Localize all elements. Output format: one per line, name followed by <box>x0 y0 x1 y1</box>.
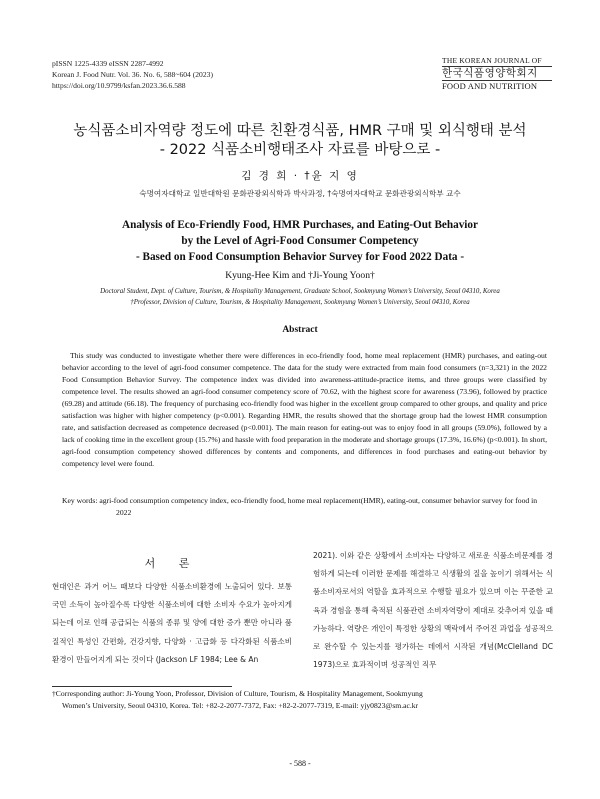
journal-name-ko: 한국식품영양학회지 <box>442 67 538 79</box>
footnote-line1: †Corresponding author: Ji-Young Yoon, Professor, Division of Culture, Tourism, & Hospitality Management, Sookmyung <box>52 689 423 698</box>
authors-english: Kyung-Hee Kim and †Ji-Young Yoon† <box>225 270 375 281</box>
doi-link[interactable]: https://doi.org/10.9799/ksfan.2023.36.6.588 <box>52 81 186 90</box>
section-heading-introduction: 서 론 <box>144 557 200 570</box>
title-korean <box>0 122 600 160</box>
footnote-line2: Women’s University, Seoul 04310, Korea. Tel: +82-2-2077-7372, Fax: +82-2-2077-7319, E-mail: yjy0823@sm.ac.kr <box>62 701 419 710</box>
issn-line: pISSN 1225-4339 eISSN 2287-4992 <box>52 59 164 68</box>
article-meta <box>52 58 213 91</box>
authors-korean: 김 경 희 · †윤 지 영 <box>241 170 359 182</box>
abstract-heading: Abstract <box>282 325 318 335</box>
body-column-left: 현대인은 과거 어느 때보다 다양한 식품소비환경에 노출되어 있다. 보통 국민 소득이 높아질수록 다양한 식품소비에 대한 소비자 수요가 높아지게 되는데 이로 인해 공급되는 식품의 종류 및 양에 대한 증가 뿐만 아니라 품질적인 특성인 간편화, 건강지향, 다양화 · 고급화 등 다각화된 식품소비 환경이 만들어지게 되는 것이다 (Jackson LF 1984; Lee & An <box>52 582 292 664</box>
title-english-line3: - Based on Food Consumption Behavior Survey for Food 2022 Data - <box>135 250 465 263</box>
title-english-line2: by the Level of Agri-Food Consumer Competency <box>181 234 419 247</box>
affiliation-english-line1: Doctoral Student, Dept. of Culture, Tourism, & Hospitality Management, Graduate School, Sookmyung Women’s University, Seoul 04310, Korea <box>100 288 500 295</box>
page-number: - 588 - <box>289 759 311 768</box>
citation-line: Korean J. Food Nutr. Vol. 36. No. 6, 588~604 (2023) <box>52 70 213 79</box>
affiliation-english <box>0 286 600 308</box>
keywords: Key words: agri-food consumption competency index, eco-friendly food, home meal replacement(HMR), eating-out, consumer behavior survey for food in 2022 <box>62 496 538 517</box>
journal-name-en-top: THE KOREAN JOURNAL OF <box>442 56 552 67</box>
corresponding-author-footnote <box>52 688 552 712</box>
journal-name-en-bottom: FOOD AND NUTRITION <box>442 80 552 91</box>
title-english <box>0 218 600 265</box>
abstract-text: This study was conducted to investigate whether there were differences in eco-friendly food, home meal replacement (HMR) purchases, and eating-out behavior according to the level of agri-food consumer competence. The data for the study were extracted from main food consumers (n=3,321) in the 2022 Food Consumption Behavior Survey. The competence index was divided into awareness-attitude-practice items, and three groups were classified by competence level. The results showed an agri-food consumer competency score of 70.62, with the highest score for awareness (73.96), followed by practice (69.28) and attitude (66.18). The frequency of purchasing eco-friendly food was higher in the excellent group compared to other groups, and quality and price satisfaction was higher with higher competency (p<0.001). Regarding HMR, the results showed that the shortage group had the lowest HMR consumption rate, and satisfaction decreased as competence decreased (p<0.001). The main reason for eating-out was to enjoy food in all groups (59.0%), followed by a lack of cooking time in the excellent group (15.7%) and hassle with food preparation in the moderate and shortage groups (17.3%, 16.6%) (p<0.001). In short, agri-food consumption competency showed differences by contents and components, and differences in food purchases and eating-out behavior by competency level were found. <box>62 351 547 468</box>
body-column-right: 2021). 이와 같은 상황에서 소비자는 다양하고 새로운 식품소비문제를 경험하게 되는데 이러한 문제를 해결하고 식생활의 질을 높이기 위해서는 식품소비자로서의 역할을 효과적으로 수행할 필요가 있으며 이는 꾸준한 교육과 경험을 통해 축적된 식품관련 소비자역량이 제대로 갖추어져 있을 때 가능하다. 역량은 개인이 특정한 상황의 맥락에서 주어진 과업을 성공적으로 완수할 수 있는지를 평가하는 데에서 시작된 개념(McClelland DC 1973)으로 효과적이며 성공적인 직무 <box>313 551 553 670</box>
affiliation-korean: 숙명여자대학교 일반대학원 문화관광외식학과 박사과정, †숙명여자대학교 문화관광외식학부 교수 <box>139 189 461 198</box>
affiliation-english-line2: †Professor, Division of Culture, Tourism, & Hospitality Management, Sookmyung Women’s University, Seoul 04310, Korea <box>130 299 470 306</box>
title-english-line1: Analysis of Eco-Friendly Food, HMR Purchases, and Eating-Out Behavior <box>122 219 478 231</box>
title-korean-line2: - 2022 식품소비행태조사 자료를 바탕으로 - <box>159 142 441 158</box>
footnote-divider <box>52 686 232 687</box>
journal-logo <box>442 56 552 91</box>
abstract-body <box>62 350 547 470</box>
title-korean-line1: 농식품소비자역량 정도에 따른 친환경식품, HMR 구매 및 외식행태 분석 <box>73 123 527 139</box>
